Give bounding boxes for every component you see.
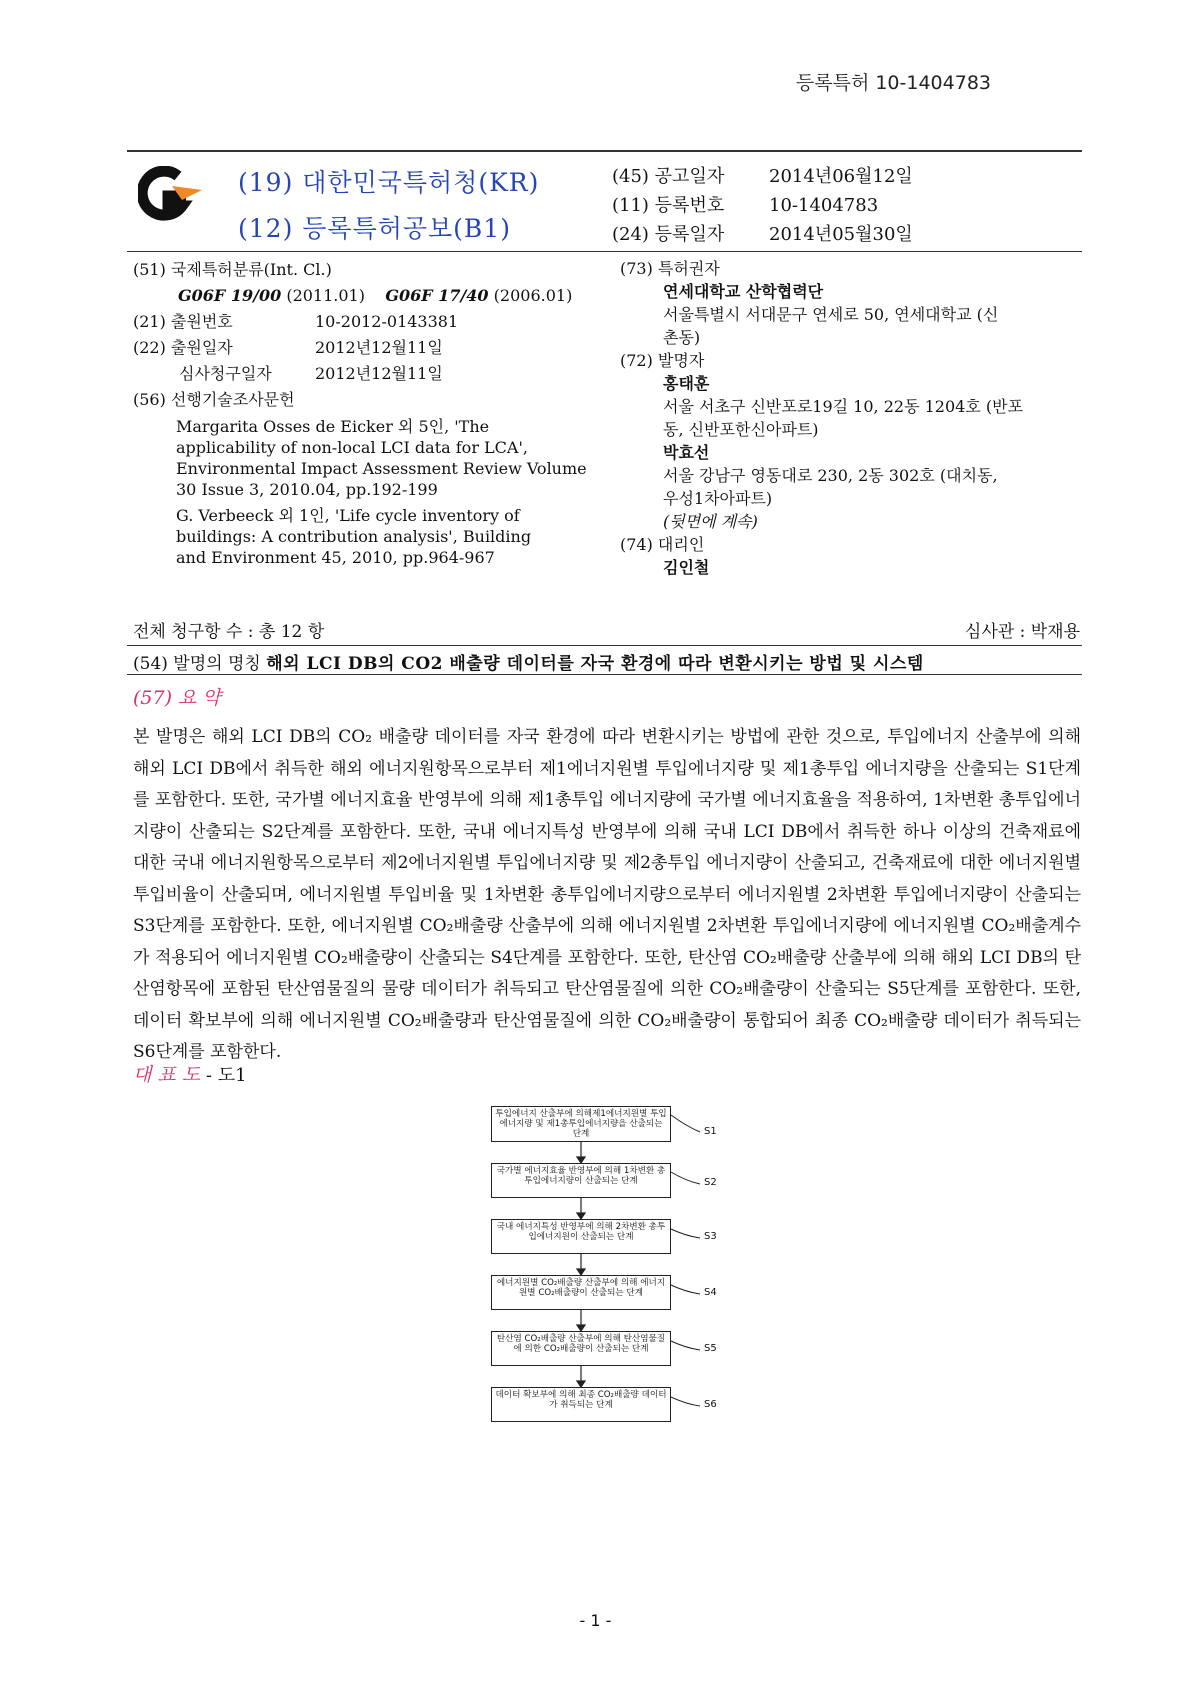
inventor-2-address: 서울 강남구 영동대로 230, 2동 302호 (대치동, 우성1차아파트) [663,466,998,508]
application-date-row: (22) 출원일자 2012년12월11일 [133,338,443,357]
owner-address: 서울특별시 서대문구 연세로 50, 연세대학교 (신 촌동) [663,305,999,347]
office-name: (19) 대한민국특허청(KR) [238,168,540,197]
gazette-type: (12) 등록특허공보(B1) [238,214,511,243]
title-top-rule [127,645,1082,646]
invention-title: 해외 LCI DB의 CO2 배출량 데이터를 자국 환경에 따라 변환시키는 방법 및 시스템 [266,654,924,674]
inventor-label: (72) 발명자 [620,351,705,370]
flowchart-step-label: S4 [704,1287,717,1298]
flowchart-step-box: 탄산염 CO₂배출량 산출부에 의해 탄산염물질에 의한 CO₂배출량이 산출되는 단계 [491,1331,671,1366]
invention-title-row: (54) 발명의 명칭 해외 LCI DB의 CO2 배출량 데이터를 자국 환경에 따라 변환시키는 방법 및 시스템 [133,654,924,674]
flowchart-step-box: 국가별 에너지효율 반영부에 의해 1차변환 총투입에너지량이 산출되는 단계 [491,1163,671,1198]
title-bottom-rule [127,674,1082,675]
publication-row: (45) 공고일자 2014년06월12일 [612,166,913,187]
flowchart-step-label: S6 [704,1399,717,1410]
prior-art-1: Margarita Osses de Eicker 외 5인, 'The applicability of non-local LCI data for LCA', Environmental Impact Assessment Review Volume 30 Issue 3, 2010.04, pp.192-199 [176,417,587,499]
agent-name: 김인철 [663,558,710,577]
flowchart-step-label: S5 [704,1343,717,1354]
exam-date-row: 심사청구일자 2012년12월11일 [179,364,443,383]
flowchart-step-box: 투입에너지 산출부에 의해제1에너지원별 투입에너지량 및 제1총투입에너지량을 산출되는 단계 [491,1106,671,1142]
flowchart-step-label: S1 [704,1126,717,1137]
header-rule [127,251,1082,252]
document-number: 등록특허 10-1404783 [795,72,991,94]
owner-label: (73) 특허권자 [620,259,720,278]
claims-count: 전체 청구항 수 : 총 12 항 [133,622,325,642]
abstract-text: 본 발명은 해외 LCI DB의 CO₂ 배출량 데이터를 자국 환경에 따라 변환시키는 방법에 관한 것으로, 투입에너지 산출부에 의해 해외 LCI DB에서 취득한 해외 에너지원항목으로부터 제1에너지원별 투입에너지량 및 제1총투입 에너지량을 산출되는 S1단계를 포함한다. 또한, 국가별 에너지효율 반영부에 의해 제1총투입 에너지량에 국가별 에너지효율을 적용하여, 1차변환 총투입에너지량이 산출되는 S2단계를 포함한다. 또한, 국내 에너지특성 반영부에 의해 국내 LCI DB에서 취득한 하나 이상의 건축재료에 대한 국내 에너지원항목으로부터 제2에너지원별 투입에너지량 및 제2총투입 에너지량이 산출되고, 건축재료에 대한 에너지원별 투입비율이 산출되며, 에너지원별 투입비율 및 1차변환 총투입에너지량으로부터 에너지원별 2차변환 투입에너지량이 산출되는 S3단계를 포함한다. 또한, 에너지원별 CO₂배출량 산출부에 의해 에너지원별 2차변환 투입에너지량에 에너지원별 CO₂배출계수가 적용되어 에너지원별 CO₂배출량이 산출되는 S4단계를 포함한다. 또한, 탄산염 CO₂배출량 산출부에 의해 해외 LCI DB의 탄산염항목에 포함된 탄산염물질의 물량 데이터가 취득되고 탄산염물질에 의한 CO₂배출량이 산출되는 S5단계를 포함한다. 또한, 데이터 확보부에 의해 에너지원별 CO₂배출량과 탄산염물질에 의한 CO₂배출량이 통합되어 최종 CO₂배출량 데이터가 취득되는 S6단계를 포함한다. [133,727,1081,1062]
prior-art-label: (56) 선행기술조사문헌 [133,390,295,409]
application-number-row: (21) 출원번호 10-2012-0143381 [133,312,459,331]
inventor-1-address: 서울 서초구 신반포로19길 10, 22동 1204호 (반포 동, 신반포한신아파트) [663,397,1024,439]
ipc-label: (51) 국제특허분류(Int. Cl.) [133,260,332,279]
representative-figure: 대 표 도 - 도1 [133,1064,247,1086]
flowchart-step-label: S2 [704,1177,717,1188]
kipo-logo [138,166,204,228]
continued-note: (뒷면에 계속) [663,512,758,531]
ipc-codes: G06F 19/00 (2011.01) G06F 17/40 (2006.01) [178,286,573,305]
flowchart-step-box: 국내 에너지특성 반영부에 의해 2차변환 총투입에너지원이 산출되는 단계 [491,1219,671,1254]
flowchart-step-box: 에너지원별 CO₂배출량 산출부에 의해 에너지원별 CO₂배출량이 산출되는 단계 [491,1275,671,1310]
flowchart-step-label: S3 [704,1231,717,1242]
left-bibliographic [133,257,603,568]
publication-row: (11) 등록번호 10-1404783 [612,195,879,216]
agent-label: (74) 대리인 [620,535,705,554]
inventor-2-name: 박효선 [663,443,710,462]
examiner: 심사관 : 박재용 [964,622,1080,642]
owner-name: 연세대학교 산학협력단 [663,282,824,301]
publication-info [612,162,913,249]
page-number: - 1 - [579,1611,612,1630]
publication-row: (24) 등록일자 2014년05월30일 [612,224,913,245]
flowchart-step-box: 데이터 확보부에 의해 최종 CO₂배출량 데이터가 취득되는 단계 [491,1387,671,1422]
prior-art-2: G. Verbeeck 외 1인, 'Life cycle inventory of buildings: A contribution analysis', Building and Environment 45, 2010, pp.964-967 [176,506,532,567]
abstract-heading: (57) 요 약 [133,687,221,709]
right-bibliographic [620,257,1082,579]
top-rule [127,150,1082,152]
inventor-1-name: 홍태훈 [663,374,710,393]
